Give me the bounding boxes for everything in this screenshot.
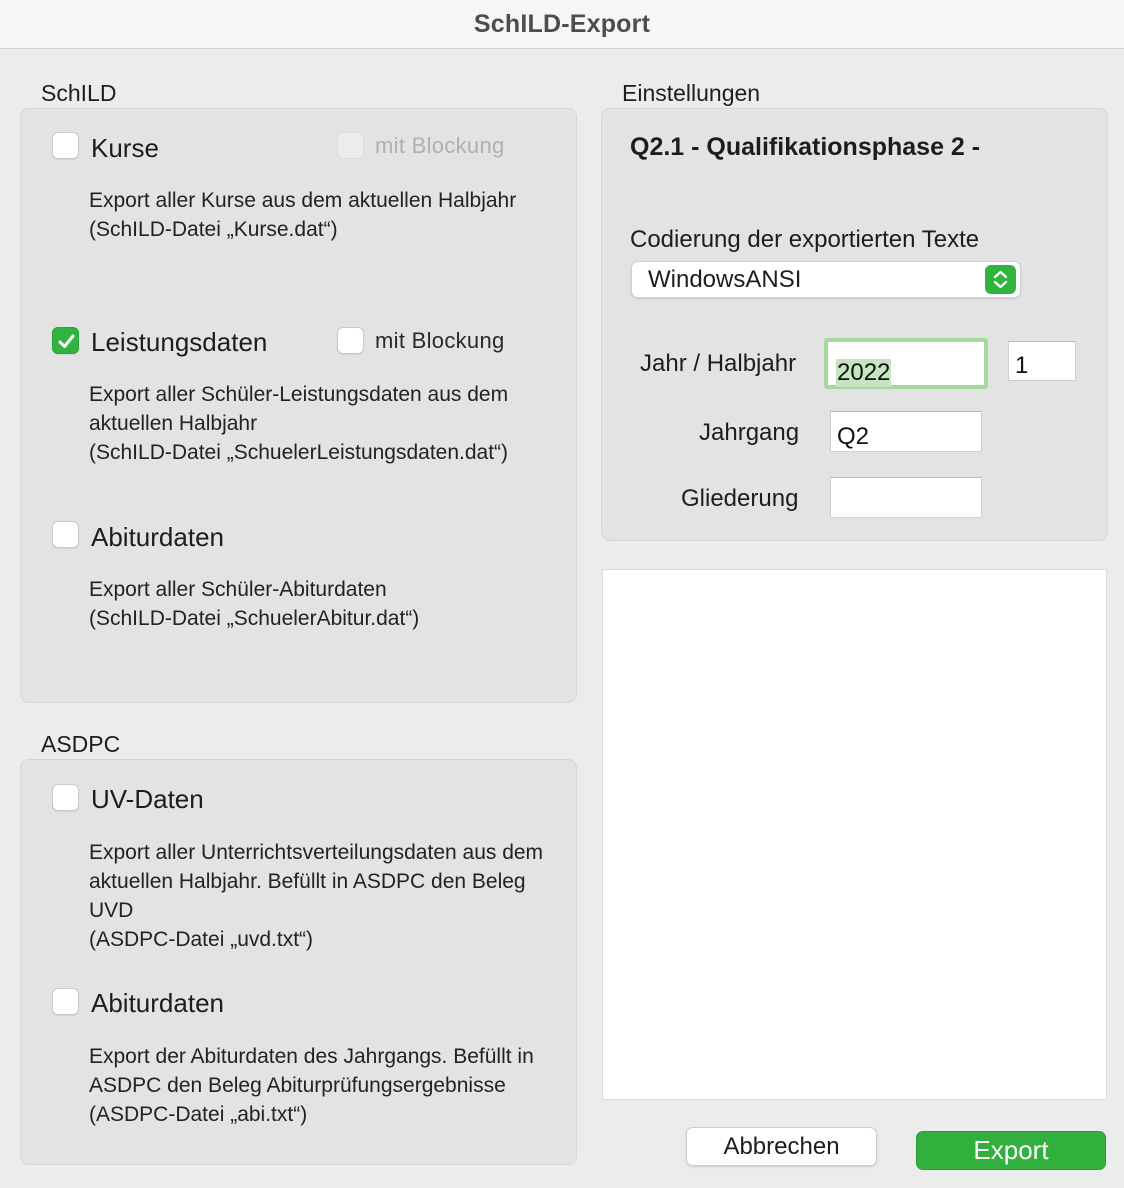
halbjahr-input[interactable]	[1008, 341, 1076, 381]
schild-section-label: SchILD	[41, 80, 117, 106]
uv-daten-description: Export aller Unterrichtsverteilungsdaten aus dem aktuellen Halbjahr. Befüllt in ASDPC den Beleg UVD (ASDPC-Datei „uvd.txt“)	[89, 841, 544, 951]
kurse-blockung-label: mit Blockung	[375, 133, 505, 158]
settings-section-label: Einstellungen	[622, 80, 761, 106]
kurse-description: Export aller Kurse aus dem aktuellen Halbjahr (SchILD-Datei „Kurse.dat“)	[89, 189, 517, 241]
jahrgang-input[interactable]	[830, 411, 982, 452]
encoding-label: Codierung der exportierten Texte	[630, 226, 980, 253]
gliederung-input[interactable]	[830, 477, 982, 518]
output-log-area[interactable]	[602, 569, 1107, 1100]
year-input-value: 2022	[837, 359, 891, 386]
phase-title: Q2.1 - Qualifikationsphase 2 -	[630, 133, 981, 161]
asdpc-abiturdaten-label[interactable]: Abiturdaten	[91, 988, 224, 1018]
asdpc-abiturdaten-description: Export der Abiturdaten des Jahrgangs. Befüllt in ASDPC den Beleg Abiturprüfungsergebnisse (ASDPC-Datei „abi.txt“)	[89, 1045, 534, 1126]
checkmark-icon	[57, 332, 76, 351]
window-title: SchILD-Export	[473, 9, 651, 38]
year-input[interactable]	[824, 338, 988, 389]
schild-abiturdaten-description: Export aller Schüler-Abiturdaten (SchILD-Datei „SchuelerAbitur.dat“)	[89, 578, 420, 630]
encoding-select-value: WindowsANSI	[648, 266, 802, 293]
cancel-button[interactable]: Abbrechen	[686, 1127, 877, 1166]
encoding-select[interactable]	[631, 261, 1021, 298]
kurse-label[interactable]: Kurse	[91, 133, 159, 163]
leistungsdaten-label[interactable]: Leistungsdaten	[91, 327, 268, 357]
uv-daten-label[interactable]: UV-Daten	[91, 784, 204, 814]
title-bar	[0, 0, 1124, 49]
gliederung-label: Gliederung	[681, 485, 799, 512]
schild-abiturdaten-label[interactable]: Abiturdaten	[91, 522, 224, 552]
leistungsdaten-blockung-label[interactable]: mit Blockung	[375, 328, 505, 353]
jahrgang-label: Jahrgang	[699, 419, 800, 446]
schild-abiturdaten-checkbox[interactable]	[52, 521, 79, 548]
leistungsdaten-description: Export aller Schüler-Leistungsdaten aus dem aktuellen Halbjahr (SchILD-Datei „SchuelerLeistungsdaten.dat“)	[89, 383, 509, 464]
export-button[interactable]: Export	[916, 1131, 1106, 1170]
asdpc-abiturdaten-checkbox[interactable]	[52, 988, 79, 1015]
asdpc-section-label: ASDPC	[41, 731, 121, 757]
uv-daten-checkbox[interactable]	[52, 784, 79, 811]
halbjahr-input-value: 1	[1015, 352, 1029, 379]
leistungsdaten-blockung-checkbox[interactable]	[337, 327, 364, 354]
kurse-checkbox[interactable]	[52, 132, 79, 159]
jahrgang-input-value: Q2	[837, 423, 870, 450]
kurse-blockung-checkbox	[337, 132, 364, 159]
updown-chevron-icon	[985, 265, 1016, 294]
year-label: Jahr / Halbjahr	[640, 350, 797, 377]
leistungsdaten-checkbox[interactable]	[52, 327, 79, 354]
